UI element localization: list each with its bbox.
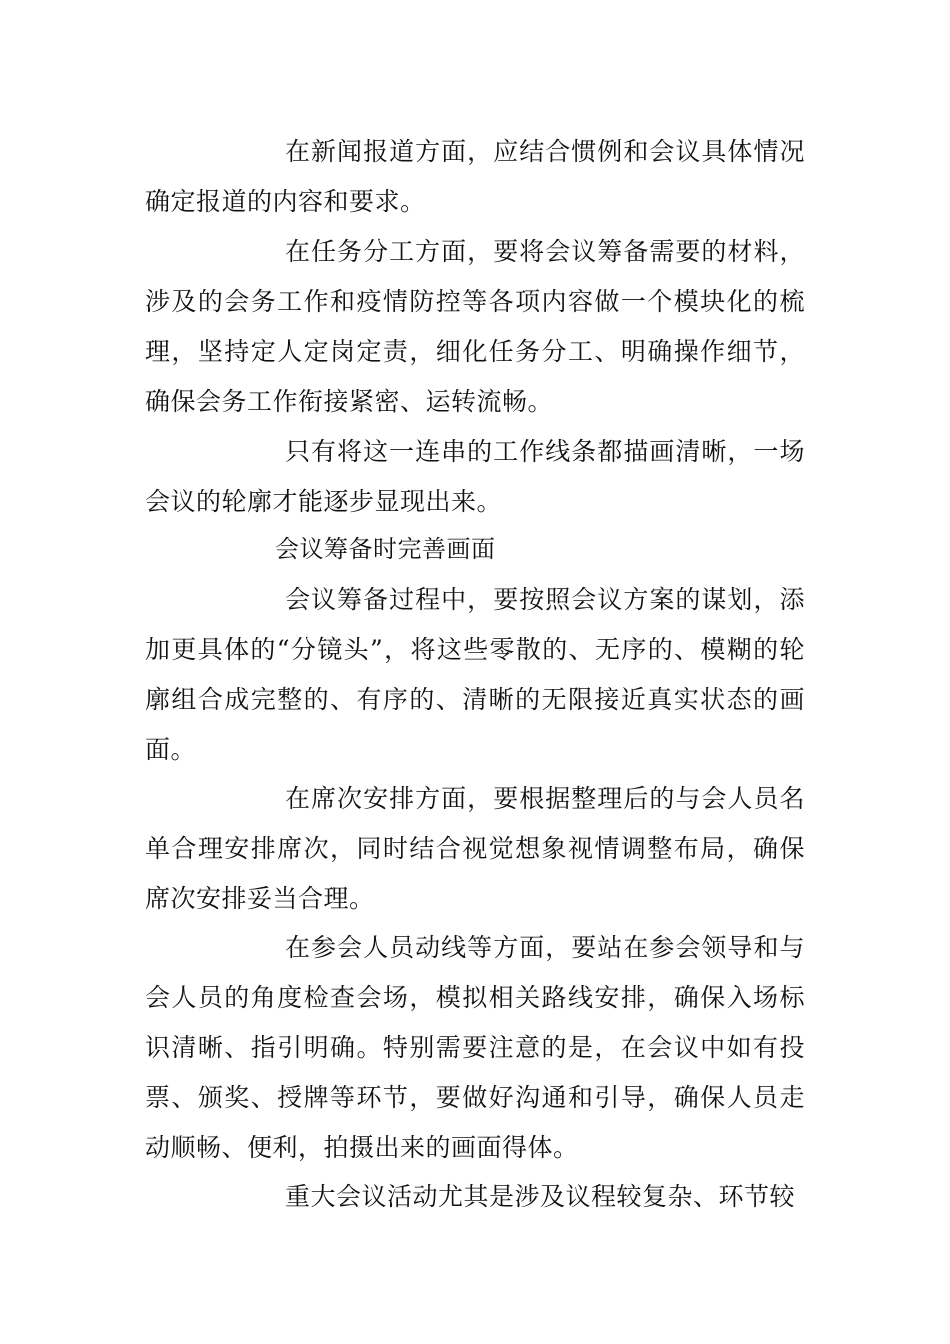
paragraph-major-meetings: 重大会议活动尤其是涉及议程较复杂、环节较 <box>285 1182 796 1211</box>
paragraph-news-reporting: 在新闻报道方面，应结合惯例和会议具体情况确定报道的内容和要求。 <box>145 137 805 216</box>
paragraph-seating-arrangement: 在席次安排方面，要根据整理后的与会人员名单合理安排席次，同时结合视觉想象视情调整布局，确保席次安排妥当合理。 <box>145 784 805 913</box>
paragraph-attendee-flow: 在参会人员动线等方面，要站在参会领导和与会人员的角度检查会场，模拟相关路线安排，确保入场标识清晰、指引明确。特别需要注意的是，在会议中如有投票、颁奖、授牌等环节，要做好沟通和引导，确保人员走动顺畅、便利，拍摄出来的画面得体。 <box>145 933 805 1162</box>
paragraph-preparation-process: 会议筹备过程中，要按照会议方案的谋划，添加更具体的“分镜头”，将这些零散的、无序的、模糊的轮廓组合成完整的、有序的、清晰的无限接近真实状态的画面。 <box>145 585 805 764</box>
paragraph-outline: 只有将这一连串的工作线条都描画清晰，一场会议的轮廓才能逐步显现出来。 <box>145 437 805 516</box>
paragraph-task-division: 在任务分工方面，要将会议筹备需要的材料，涉及的会务工作和疫情防控等各项内容做一个模块化的梳理，坚持定人定岗定责，细化任务分工、明确操作细节，确保会务工作衔接紧密、运转流畅。 <box>145 237 805 416</box>
section-heading: 会议筹备时完善画面 <box>275 535 496 563</box>
